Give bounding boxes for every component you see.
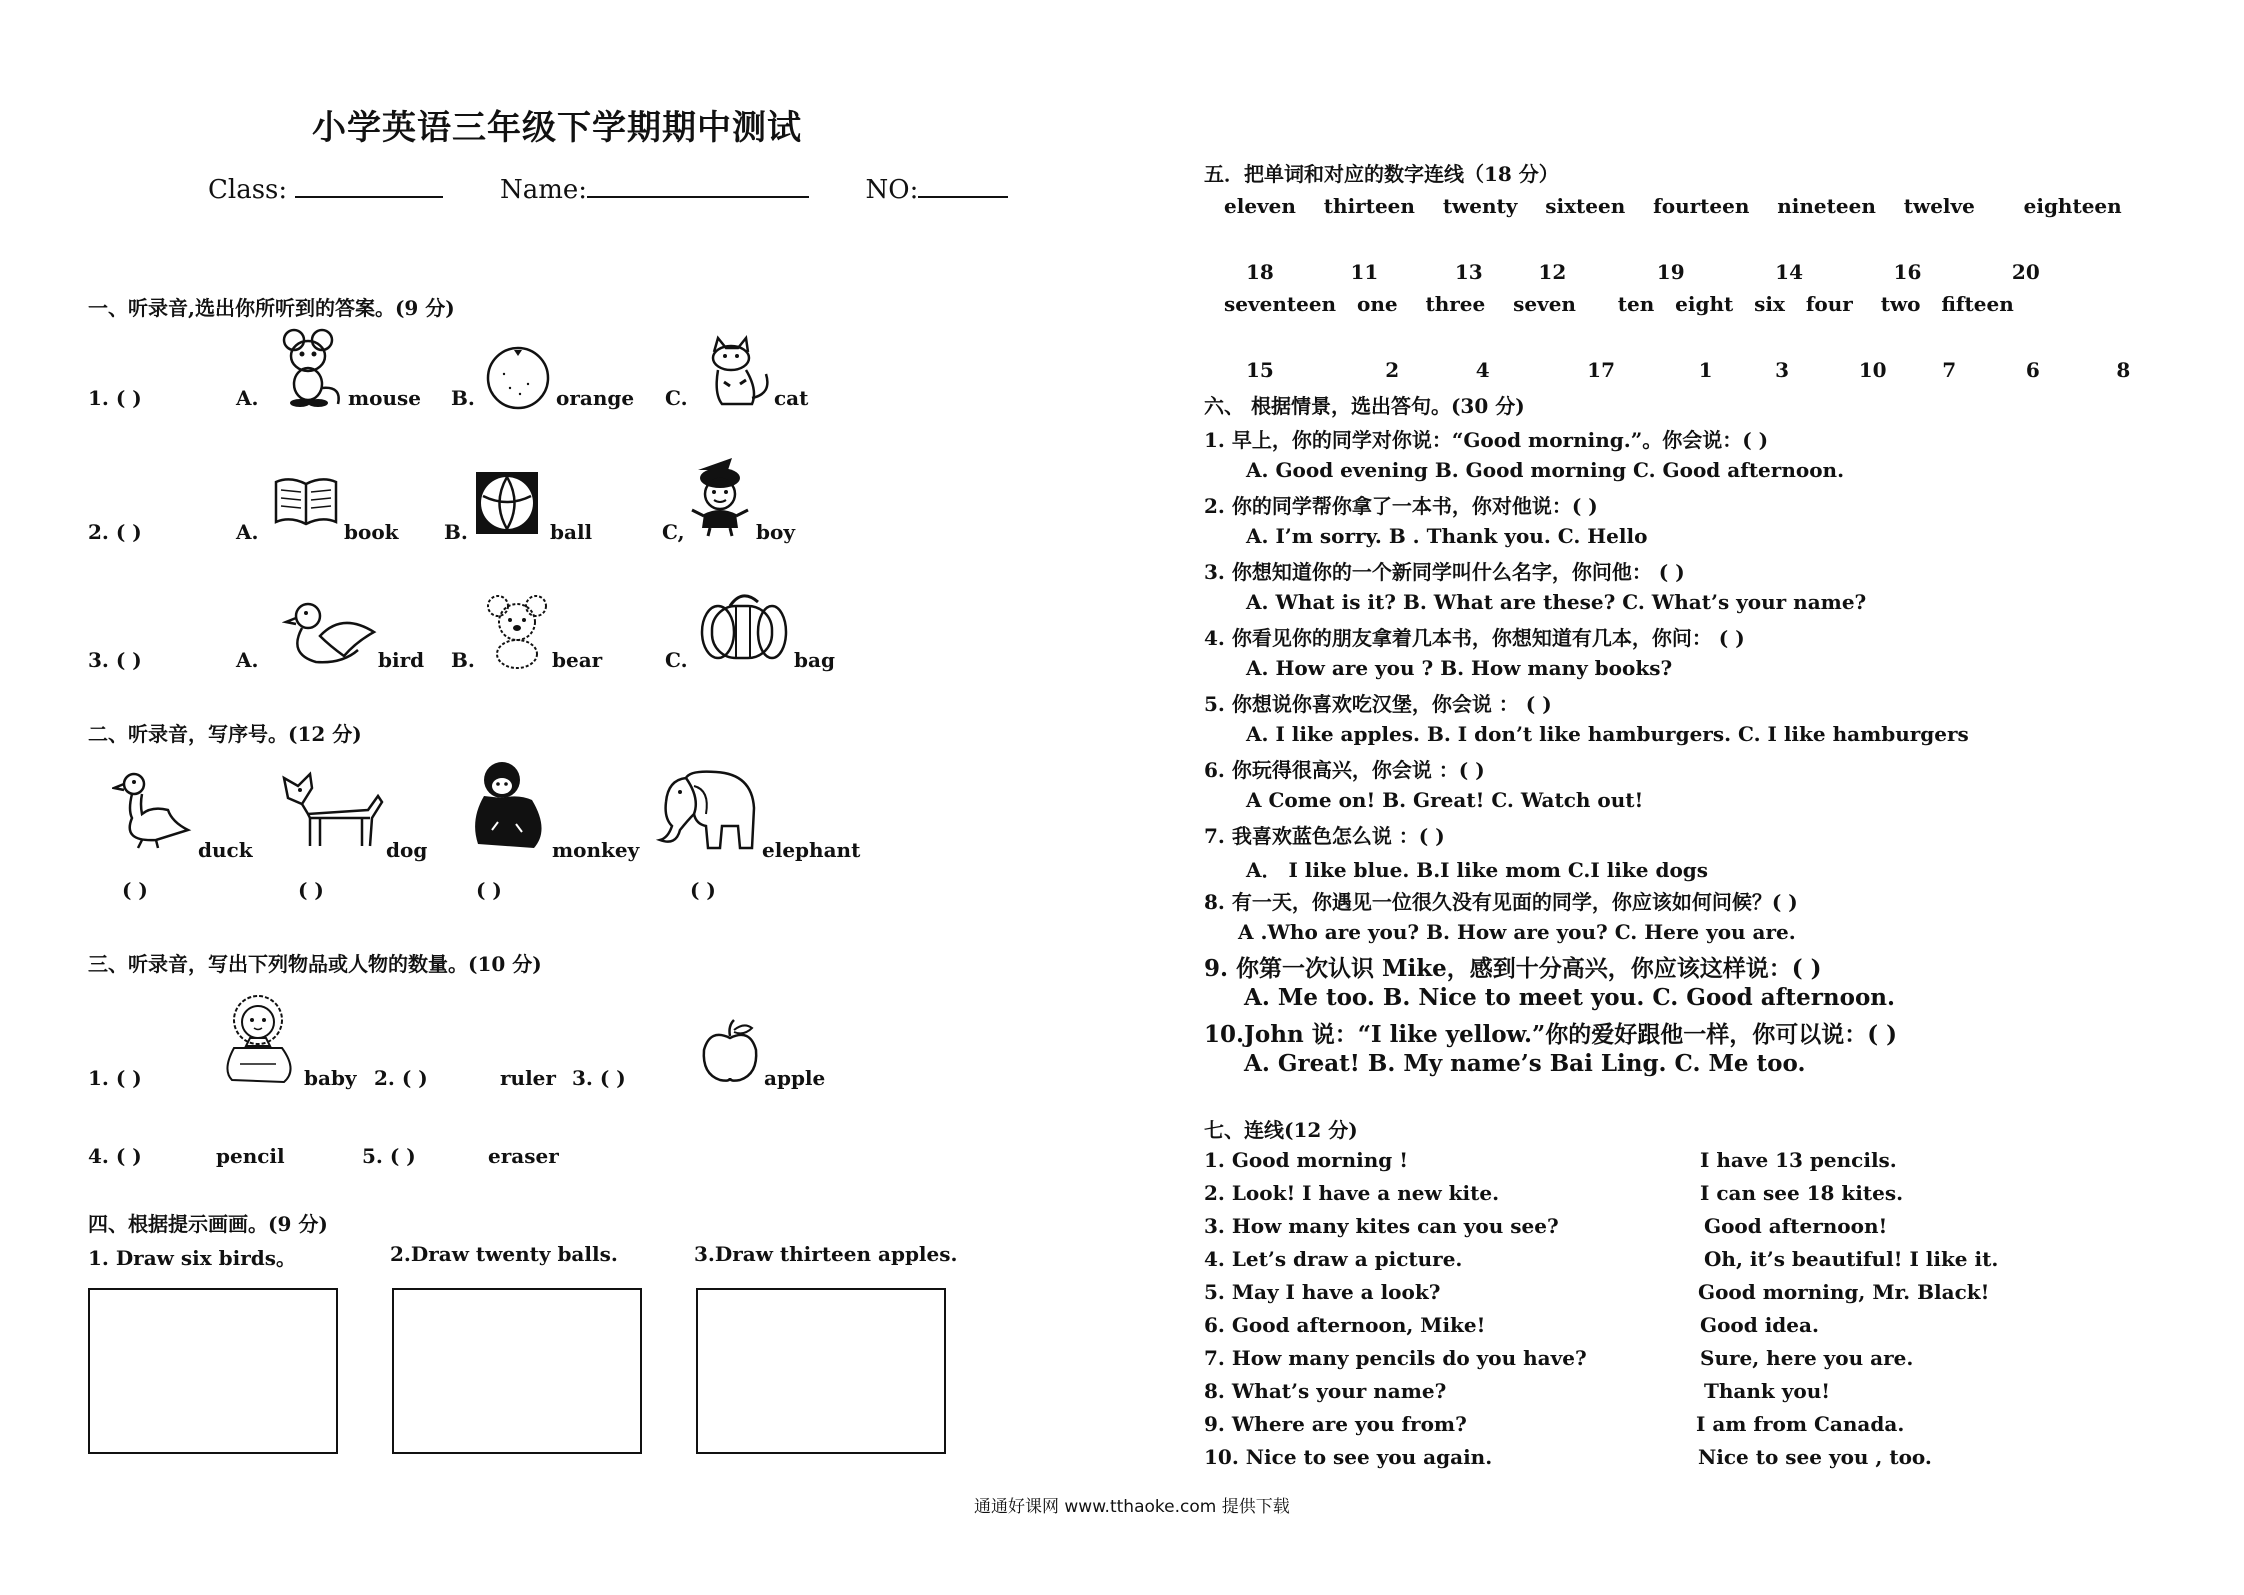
s3-q4-number[interactable]: 4. ( ) xyxy=(88,1144,142,1168)
s5-word: seven xyxy=(1513,292,1576,316)
s7-left-2: 2. Look! I have a new kite. xyxy=(1204,1181,1500,1205)
s1-q3-option-a: A. xyxy=(236,648,259,672)
s7-right-5: Good morning, Mr. Black! xyxy=(1698,1280,1990,1304)
s3-q2-word: ruler xyxy=(500,1066,556,1090)
class-label: Class: xyxy=(208,175,288,205)
s5-word: two xyxy=(1880,292,1921,316)
no-field[interactable] xyxy=(918,172,1008,198)
s7-right-9: I am from Canada. xyxy=(1696,1412,1905,1436)
ball-icon xyxy=(474,470,540,536)
no-label: NO: xyxy=(865,175,919,205)
s1-q3-number: 3. ( ) xyxy=(88,648,142,672)
s3-q4-word: pencil xyxy=(216,1144,285,1168)
s3-q1-word: baby xyxy=(304,1066,357,1090)
s7-right-2: I can see 18 kites. xyxy=(1700,1181,1904,1205)
s6-q7: 7. 我喜欢蓝色怎么说 ：( ) xyxy=(1204,824,1445,848)
s3-q1-number[interactable]: 1. ( ) xyxy=(88,1066,142,1090)
bird-icon xyxy=(282,598,378,672)
class-field[interactable] xyxy=(295,172,443,198)
section-2-heading: 二、听录音，写序号。(12 分) xyxy=(88,722,362,746)
s7-left-10: 10. Nice to see you again. xyxy=(1204,1445,1493,1469)
s1-q1-word-c: cat xyxy=(774,386,809,410)
s1-q2-option-c: C, xyxy=(662,520,685,544)
section-5-heading: 五．把单词和对应的数字连线（18 分） xyxy=(1204,162,1559,186)
duck-icon xyxy=(112,770,192,850)
s5-word: eighteen xyxy=(2023,194,2122,218)
s1-q2-option-a: A. xyxy=(236,520,259,544)
s1-q1-word-b: orange xyxy=(556,386,635,410)
s1-q1-option-b: B. xyxy=(451,386,475,410)
student-info-line xyxy=(208,172,1008,205)
s2-answer-4[interactable]: ( ) xyxy=(690,878,716,902)
boy-icon xyxy=(688,456,754,538)
s5-number: 19 xyxy=(1656,260,1685,284)
s6-q1-options: A. Good evening B. Good morning C. Good afternoon. xyxy=(1246,458,1845,482)
s5-word: eight xyxy=(1675,292,1734,316)
s7-right-3: Good afternoon! xyxy=(1704,1214,1888,1238)
s6-q3-options: A. What is it? B. What are these? C. What’s your name? xyxy=(1246,590,1867,614)
s3-q3-word: apple xyxy=(764,1066,826,1090)
s6-q6-options: A Come on! B. Great! C. Watch out! xyxy=(1246,788,1644,812)
drawing-box-3[interactable] xyxy=(696,1288,946,1454)
footer-text: 通通好课网 www.tthaoke.com 提供下载 xyxy=(974,1497,1290,1517)
s7-left-3: 3. How many kites can you see? xyxy=(1204,1214,1559,1238)
section-4-heading: 四、根据提示画画。(9 分) xyxy=(88,1212,328,1236)
s5-number: 3 xyxy=(1775,358,1790,382)
s5-number: 18 xyxy=(1246,260,1274,284)
s6-q10-options: A. Great! B. My name’s Bai Ling. C. Me too. xyxy=(1244,1050,1806,1077)
s5-word: one xyxy=(1357,292,1398,316)
s6-q10: 10.John 说：“I like yellow.”你的爱好跟他一样，你可以说：( ) xyxy=(1204,1021,1898,1048)
s6-q1: 1. 早上，你的同学对你说：“Good morning.”。你会说：( ) xyxy=(1204,428,1769,452)
s4-item-2: 2.Draw twenty balls. xyxy=(390,1242,618,1266)
s1-q2-word-a: book xyxy=(344,520,399,544)
s6-q9-options: A. Me too. B. Nice to meet you. C. Good afternoon. xyxy=(1244,984,1896,1011)
s5-word: nineteen xyxy=(1777,194,1876,218)
s1-q3-word-a: bird xyxy=(378,648,425,672)
s1-q2-number: 2. ( ) xyxy=(88,520,142,544)
s6-q9: 9. 你第一次认识 Mike，感到十分高兴，你应该这样说：( ) xyxy=(1204,955,1822,982)
s6-q6: 6. 你玩得很高兴，你会说 ：( ) xyxy=(1204,758,1485,782)
s1-q1-option-c: C. xyxy=(665,386,688,410)
s4-item-1: 1. Draw six birds。 xyxy=(88,1246,296,1270)
s5-word: sixteen xyxy=(1545,194,1626,218)
s7-right-4: Oh, it’s beautiful! I like it. xyxy=(1704,1247,1999,1271)
s5-word: four xyxy=(1805,292,1853,316)
s7-right-10: Nice to see you , too. xyxy=(1698,1445,1932,1469)
s2-word-elephant: elephant xyxy=(762,838,861,862)
s2-word-duck: duck xyxy=(198,838,253,862)
s5-number: 14 xyxy=(1775,260,1804,284)
apple-icon xyxy=(698,1018,762,1084)
s5-number: 13 xyxy=(1454,260,1483,284)
s7-right-8: Thank you! xyxy=(1704,1379,1831,1403)
name-label: Name: xyxy=(499,175,588,205)
s7-left-8: 8. What’s your name? xyxy=(1204,1379,1447,1403)
s1-q1-option-a: A. xyxy=(236,386,259,410)
name-field[interactable] xyxy=(587,172,809,198)
drawing-box-1[interactable] xyxy=(88,1288,338,1454)
s5-number: 15 xyxy=(1246,358,1274,382)
s3-q3-number[interactable]: 3. ( ) xyxy=(572,1066,626,1090)
s7-left-5: 5. May I have a look? xyxy=(1204,1280,1441,1304)
s1-q2-option-b: B. xyxy=(444,520,468,544)
dog-icon xyxy=(278,770,386,850)
book-icon xyxy=(272,474,340,530)
s1-q3-option-b: B. xyxy=(451,648,475,672)
mouse-icon xyxy=(272,326,348,408)
s5-word: three xyxy=(1425,292,1486,316)
section-6-heading: 六、 根据情景，选出答句。(30 分) xyxy=(1204,394,1525,418)
s5-number: 11 xyxy=(1350,260,1379,284)
s1-q2-word-b: ball xyxy=(550,520,593,544)
orange-icon xyxy=(484,344,552,410)
s6-q8: 8. 有一天，你遇见一位很久没有见面的同学，你应该如何问候？( ) xyxy=(1204,890,1798,914)
section-3-heading: 三、听录音，写出下列物品或人物的数量。(10 分) xyxy=(88,952,542,976)
s5-number: 1 xyxy=(1698,358,1713,382)
s5-word: ten xyxy=(1617,292,1655,316)
page-title: 小学英语三年级下学期期中测试 xyxy=(312,108,802,148)
cat-icon xyxy=(700,334,776,408)
s5-word: thirteen xyxy=(1323,194,1415,218)
s5-word: six xyxy=(1754,292,1785,316)
s7-right-1: I have 13 pencils. xyxy=(1700,1148,1897,1172)
section-7-heading: 七、连线(12 分) xyxy=(1204,1118,1358,1142)
s5-number: 12 xyxy=(1538,260,1567,284)
bear-icon xyxy=(484,592,550,672)
monkey-icon xyxy=(468,760,550,852)
s7-left-6: 6. Good afternoon, Mike! xyxy=(1204,1313,1486,1337)
elephant-icon xyxy=(656,768,760,852)
s6-q3: 3. 你想知道你的一个新同学叫什么名字，你问他： ( ) xyxy=(1204,560,1685,584)
s7-left-9: 9. Where are you from? xyxy=(1204,1412,1467,1436)
section-1-heading: 一、听录音,选出你所听到的答案。(9 分) xyxy=(88,296,455,320)
s7-right-7: Sure, here you are. xyxy=(1700,1346,1914,1370)
s5-word: eleven xyxy=(1224,194,1296,218)
s6-q2-options: A. I’m sorry. B . Thank you. C. Hello xyxy=(1246,524,1648,548)
bag-icon xyxy=(696,588,792,668)
s5-words-row-2 xyxy=(1224,292,2014,316)
s6-q2: 2. 你的同学帮你拿了一本书，你对他说：( ) xyxy=(1204,494,1598,518)
s2-word-dog: dog xyxy=(386,838,428,862)
s2-answer-1[interactable]: ( ) xyxy=(122,878,148,902)
s3-q2-number[interactable]: 2. ( ) xyxy=(374,1066,428,1090)
s5-word: twenty xyxy=(1442,194,1518,218)
s2-word-monkey: monkey xyxy=(552,838,640,862)
s5-words-row-1 xyxy=(1224,194,2122,218)
s5-number: 20 xyxy=(2011,260,2040,284)
s5-number: 10 xyxy=(1858,358,1887,382)
s5-number: 6 xyxy=(2025,358,2040,382)
s7-left-4: 4. Let’s draw a picture. xyxy=(1204,1247,1463,1271)
s3-q5-word: eraser xyxy=(488,1144,559,1168)
s6-q4: 4. 你看见你的朋友拿着几本书，你想知道有几本，你问： ( ) xyxy=(1204,626,1745,650)
s5-number: 7 xyxy=(1942,358,1957,382)
s6-q7-options: A． I like blue. B.I like mom C.I like dogs xyxy=(1246,858,1709,882)
s6-q8-options: A .Who are you? B. How are you? C. Here you are. xyxy=(1238,920,1796,944)
s1-q1-word-a: mouse xyxy=(348,386,422,410)
s7-left-1: 1. Good morning ! xyxy=(1204,1148,1408,1172)
s5-number: 2 xyxy=(1385,358,1400,382)
s5-number: 16 xyxy=(1893,260,1922,284)
s5-word: seventeen xyxy=(1224,292,1337,316)
s5-nums-row-1 xyxy=(1246,260,2040,284)
s1-q1-number: 1. ( ) xyxy=(88,386,142,410)
s7-left-7: 7. How many pencils do you have? xyxy=(1204,1346,1587,1370)
s1-q3-word-c: bag xyxy=(794,648,835,672)
s5-number: 4 xyxy=(1475,358,1490,382)
s5-word: fifteen xyxy=(1941,292,2014,316)
s5-nums-row-2 xyxy=(1246,358,2130,382)
s3-q5-number[interactable]: 5. ( ) xyxy=(362,1144,416,1168)
s2-answer-2[interactable]: ( ) xyxy=(298,878,324,902)
s6-q4-options: A. How are you ? B. How many books? xyxy=(1246,656,1673,680)
s6-q5-options: A. I like apples. B. I don’t like hamburgers. C. I like hamburgers xyxy=(1246,722,1969,746)
s5-word: fourteen xyxy=(1653,194,1750,218)
s2-answer-3[interactable]: ( ) xyxy=(476,878,502,902)
baby-icon xyxy=(212,990,304,1086)
s6-q5: 5. 你想说你喜欢吃汉堡，你会说 ： ( ) xyxy=(1204,692,1552,716)
s4-item-3: 3.Draw thirteen apples. xyxy=(694,1242,958,1266)
s5-word: twelve xyxy=(1903,194,1975,218)
s1-q3-option-c: C. xyxy=(665,648,688,672)
s1-q2-word-c: boy xyxy=(756,520,795,544)
s5-number: 8 xyxy=(2116,358,2131,382)
s1-q3-word-b: bear xyxy=(552,648,603,672)
s7-right-6: Good idea. xyxy=(1700,1313,1819,1337)
s5-number: 17 xyxy=(1587,358,1616,382)
drawing-box-2[interactable] xyxy=(392,1288,642,1454)
